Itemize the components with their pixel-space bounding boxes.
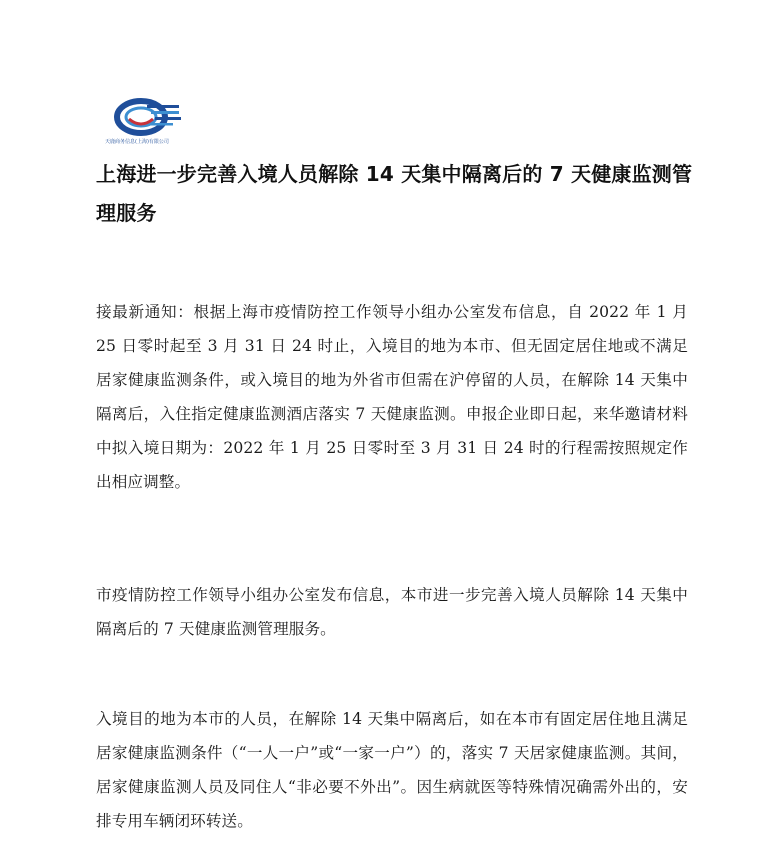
company-logo [103, 97, 187, 147]
document-title: 上海进一步完善入境人员解除 14 天集中隔离后的 7 天健康监测管理服务 [96, 162, 693, 225]
logo-caption: 天鹿商务信息(上海)有限公司 [105, 139, 169, 145]
paragraph-notice: 接最新通知：根据上海市疫情防控工作领导小组办公室发布信息，自 2022 年 1 月 25 日零时起至 3 月 31 日 24 时止，入境目的地为本市、但无固定居住地或不满足居家健康监测条件，或入境目的地为外省市但需在沪停留的人员，在解除 14 天集中隔离后，入住指定健康监测酒店落实 7 天健康监测。申报企业即日起，来华邀请材料中拟入境日期为：2022 年 1 月 25 日零时至 3 月 31 日 24 时的行程需按照规定作出相应调整。 [96, 303, 688, 491]
paragraph-home-monitoring: 入境目的地为本市的人员，在解除 14 天集中隔离后，如在本市有固定居住地且满足居家健康监测条件（“一人一户”或“一家一户”）的，落实 7 天居家健康监测。其间，居家健康监测人员及同住人“非必要不外出”。因生病就医等特殊情况确需外出的，安排专用车辆闭环转送。 [96, 710, 688, 830]
paragraph-announcement: 市疫情防控工作领导小组办公室发布信息，本市进一步完善入境人员解除 14 天集中隔离后的 7 天健康监测管理服务。 [96, 586, 688, 638]
company-logo-icon [103, 97, 187, 147]
